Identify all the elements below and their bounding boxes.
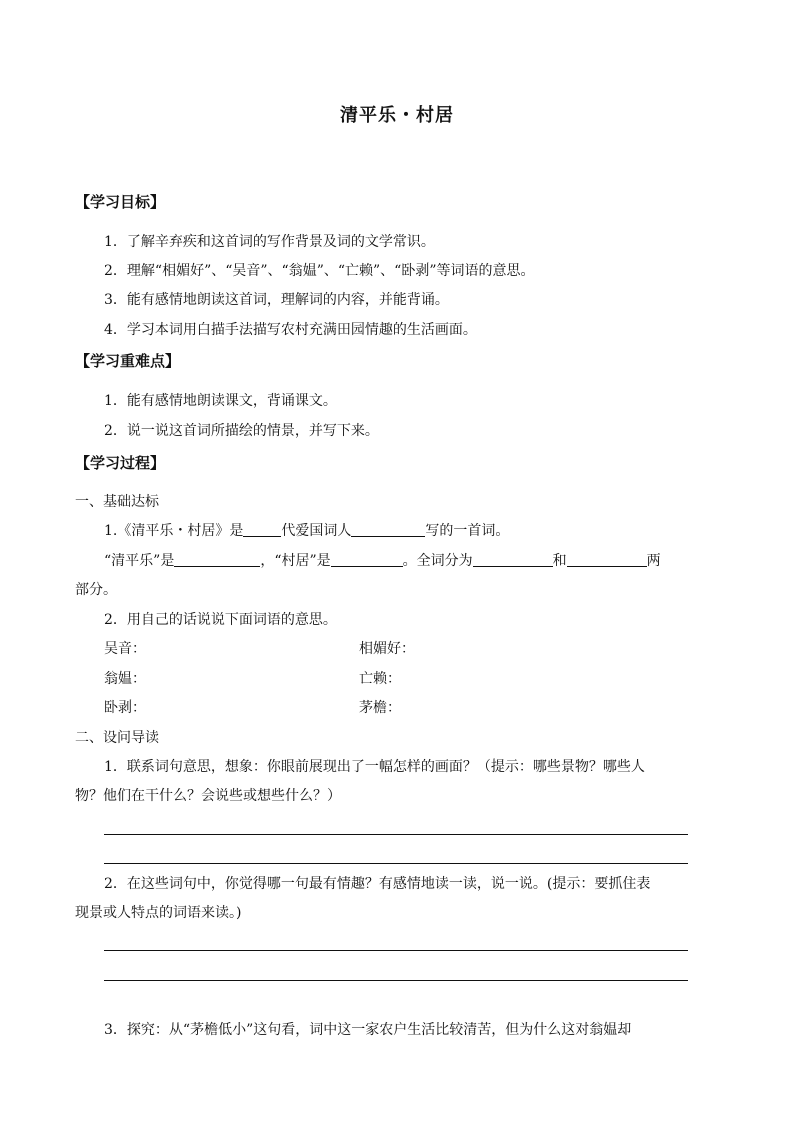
fill-blank-title[interactable]: [331, 552, 403, 567]
answer-line[interactable]: [104, 950, 688, 951]
q1-text-d: “清平乐”是: [104, 553, 175, 569]
document-title: 清平乐・村居: [340, 105, 454, 126]
fill-blank-part-b[interactable]: [567, 552, 647, 567]
part2-q3-line1: 3．探究：从“茅檐低小”这句看，词中这一家农户生活比较清苦，但为什么这对翁媪却: [104, 1022, 632, 1038]
part2-q1-line2: 物？他们在干什么？会说些或想些什么？）: [75, 788, 341, 804]
part2-q2-line1: 2．在这些词句中，你觉得哪一句最有情趣？有感情地读一读，说一说。(提示：要抓住表: [104, 876, 651, 892]
part1-title: 一、基础达标: [75, 494, 159, 510]
goal-item: 4．学习本词用白描手法描写农村充满田园情趣的生活画面。: [104, 322, 477, 338]
fill-blank-dynasty[interactable]: [243, 522, 281, 537]
q1-text-b: 代爱国词人: [281, 523, 352, 539]
goal-item: 3．能有感情地朗读这首词，理解词的内容，并能背诵。: [104, 292, 449, 308]
key-point-item: 2．说一说这首词所描绘的情景，并写下来。: [104, 423, 379, 439]
q1-text-e: ，“村居”是: [260, 553, 331, 569]
part1-q1-line1: [104, 522, 509, 540]
part2-q2-line2: 现景或人特点的词语来读。): [75, 905, 242, 921]
section-heading-key-points: 【学习重难点】: [75, 352, 181, 370]
term-label: 吴音：: [104, 641, 146, 657]
fill-blank-poet[interactable]: [351, 522, 425, 537]
term-label: 亡赖：: [359, 671, 401, 687]
section-heading-goals: 【学习目标】: [75, 193, 166, 211]
term-label: 茅檐：: [359, 700, 401, 716]
q1-text-c: 写的一首词。: [425, 523, 510, 539]
part2-q1-line1: 1．联系词句意思，想象：你眼前展现出了一幅怎样的画面？（提示：哪些景物？哪些人: [104, 759, 645, 775]
section-heading-process: 【学习过程】: [75, 454, 166, 472]
q1-text-g: 和: [552, 553, 567, 569]
fill-blank-cipai[interactable]: [174, 552, 260, 567]
part2-title: 二、设问导读: [75, 730, 159, 746]
q1-text-a: 1.《清平乐・村居》是: [104, 523, 244, 539]
goal-item: 1．了解辛弃疾和这首词的写作背景及词的文学常识。: [104, 234, 435, 250]
term-label: 相媚好：: [359, 641, 415, 657]
goal-item: 2．理解“相媚好”、“吴音”、“翁媪”、“亡赖”、“卧剥”等词语的意思。: [104, 263, 535, 279]
answer-line[interactable]: [104, 834, 688, 835]
answer-line[interactable]: [104, 980, 688, 981]
part1-q2-prompt: 2．用自己的话说说下面词语的意思。: [104, 612, 337, 628]
term-label: 卧剥：: [104, 700, 146, 716]
q1-text-f: 。全词分为: [402, 553, 473, 569]
fill-blank-part-a[interactable]: [473, 552, 553, 567]
part1-q1-line2: [104, 552, 661, 570]
part1-q1-line3: 部分。: [75, 582, 117, 598]
key-point-item: 1．能有感情地朗读课文，背诵课文。: [104, 393, 337, 409]
answer-line[interactable]: [104, 863, 688, 864]
q1-text-h: 两: [646, 553, 661, 569]
term-label: 翁媪：: [104, 671, 146, 687]
